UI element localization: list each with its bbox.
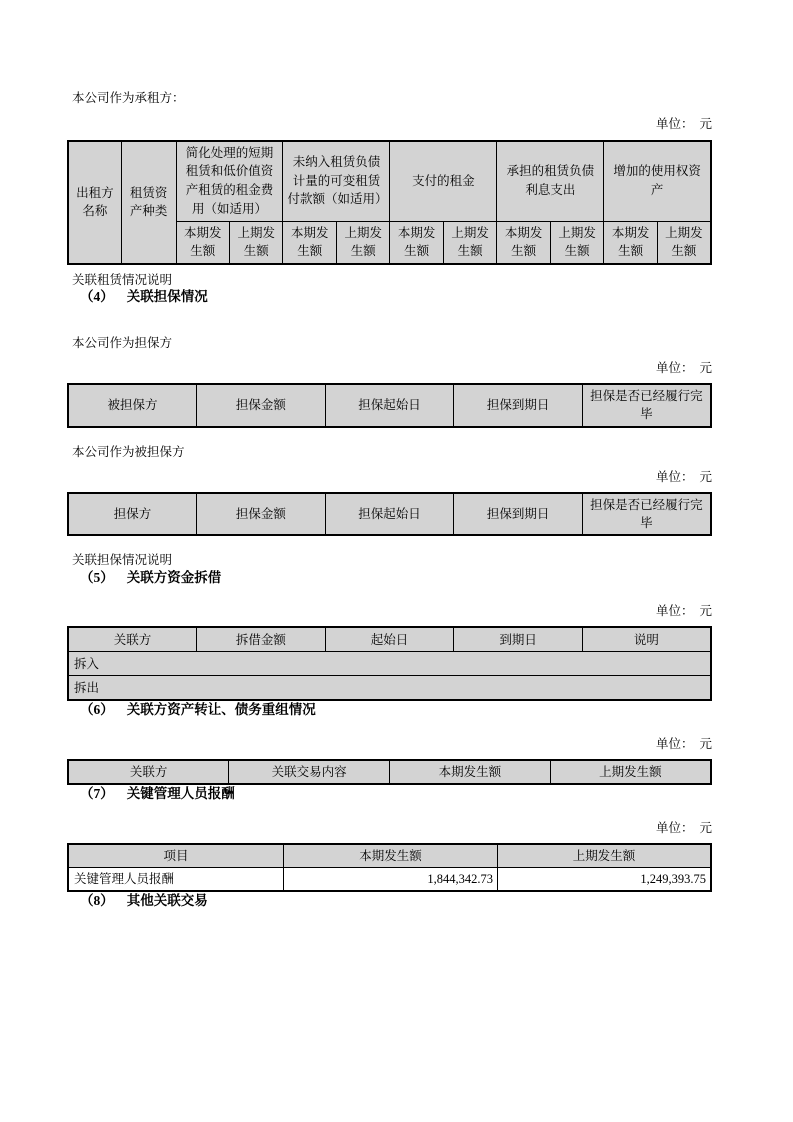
unit-value: 元 <box>699 469 712 484</box>
unit-prefix: 单位： <box>655 604 694 619</box>
lessee-lease-table <box>67 140 712 266</box>
section-number: （4） <box>80 289 114 305</box>
section-heading-guarantee <box>80 288 712 306</box>
guarantor-table <box>67 383 712 427</box>
cell-prior-value: 1,249,393.75 <box>498 868 712 892</box>
unit-value: 元 <box>699 736 712 751</box>
subcol-prior-5: 上期发生额 <box>657 221 711 264</box>
col-related-party: 关联方 <box>68 627 197 652</box>
transfer-table <box>67 759 712 785</box>
section-title: 其他关联交易 <box>126 893 208 909</box>
col-prior-amount: 上期发生额 <box>498 844 712 868</box>
compensation-table <box>67 843 712 892</box>
col-guarantee-amount: 担保金额 <box>197 384 326 426</box>
as-guarantor-text: 本公司作为担保方 <box>72 335 173 350</box>
unit-prefix: 单位： <box>655 469 694 484</box>
lease-note-text: 关联租赁情况说明 <box>72 273 173 287</box>
subcol-current-2: 本期发生额 <box>283 221 336 264</box>
col-guarantee-end: 担保到期日 <box>454 493 583 535</box>
subcol-current-4: 本期发生额 <box>497 221 550 264</box>
subcol-prior-2: 上期发生额 <box>336 221 389 264</box>
subcol-current-3: 本期发生额 <box>390 221 443 264</box>
section-heading-other <box>80 892 712 910</box>
section-title: 关联方资产转让、债务重组情况 <box>126 702 316 718</box>
table-row <box>68 652 711 676</box>
section-title: 关键管理人员报酬 <box>126 786 235 802</box>
col-group-rou-assets: 增加的使用权资产 <box>604 141 711 222</box>
section-heading-transfer <box>80 701 712 719</box>
section-number: （6） <box>80 702 114 718</box>
col-lessor-name: 出租方名称 <box>68 141 121 265</box>
as-guaranteed-text: 本公司作为被担保方 <box>72 444 185 459</box>
col-group-rent-paid: 支付的租金 <box>390 141 497 222</box>
subcol-prior-4: 上期发生额 <box>550 221 603 264</box>
col-guarantee-fulfilled: 担保是否已经履行完毕 <box>582 493 711 535</box>
guaranteed-table <box>67 492 712 536</box>
col-guarantee-start: 担保起始日 <box>325 384 454 426</box>
cell-item-name: 关键管理人员报酬 <box>68 868 283 892</box>
row-lent-out: 拆出 <box>68 676 711 701</box>
lending-table <box>67 626 712 701</box>
col-asset-type: 租赁资产种类 <box>121 141 176 265</box>
section-number: （8） <box>80 893 114 909</box>
row-borrowed-in: 拆入 <box>68 652 711 676</box>
col-guaranteed-party: 被担保方 <box>68 384 197 426</box>
col-guarantee-fulfilled: 担保是否已经履行完毕 <box>582 384 711 426</box>
unit-prefix: 单位： <box>655 117 694 132</box>
col-group-variable-payments: 未纳入租赁负债计量的可变租赁付款额（如适用） <box>283 141 390 222</box>
unit-line-guarantor <box>67 360 712 376</box>
col-related-party: 关联方 <box>68 760 229 784</box>
col-item: 项目 <box>68 844 283 868</box>
subcol-prior-1: 上期发生额 <box>229 221 282 264</box>
unit-prefix: 单位： <box>655 736 694 751</box>
table-row <box>68 676 711 701</box>
unit-prefix: 单位： <box>655 361 694 376</box>
section-heading-compensation <box>80 785 712 803</box>
section-heading-lending <box>80 569 712 587</box>
unit-prefix: 单位： <box>655 820 694 835</box>
subcol-current-1: 本期发生额 <box>176 221 229 264</box>
section-number: （5） <box>80 569 114 585</box>
col-explanation: 说明 <box>582 627 711 652</box>
col-current-amount: 本期发生额 <box>390 760 551 784</box>
col-transaction-content: 关联交易内容 <box>229 760 390 784</box>
table-row <box>68 868 711 892</box>
unit-value: 元 <box>699 361 712 376</box>
col-prior-amount: 上期发生额 <box>550 760 711 784</box>
col-lending-amount: 拆借金额 <box>197 627 326 652</box>
section-title: 关联方资金拆借 <box>126 569 222 585</box>
col-guarantee-start: 担保起始日 <box>325 493 454 535</box>
col-start-date: 起始日 <box>325 627 454 652</box>
col-end-date: 到期日 <box>454 627 583 652</box>
unit-value: 元 <box>699 820 712 835</box>
unit-line-lessee <box>67 116 712 132</box>
guarantee-note-text: 关联担保情况说明 <box>72 553 173 568</box>
unit-line-lending <box>67 603 712 619</box>
col-group-interest-expense: 承担的租赁负债利息支出 <box>497 141 604 222</box>
subcol-current-5: 本期发生额 <box>604 221 657 264</box>
subcol-prior-3: 上期发生额 <box>443 221 496 264</box>
col-guarantee-end: 担保到期日 <box>454 384 583 426</box>
unit-line-transfer <box>67 736 712 752</box>
col-guarantor-party: 担保方 <box>68 493 197 535</box>
section-number: （7） <box>80 786 114 802</box>
unit-line-compensation <box>67 820 712 836</box>
col-guarantee-amount: 担保金额 <box>197 493 326 535</box>
section-title: 关联担保情况 <box>126 289 208 305</box>
lessee-intro-text: 本公司作为承租方： <box>72 91 185 105</box>
unit-value: 元 <box>699 117 712 132</box>
col-current-amount: 本期发生额 <box>283 844 497 868</box>
unit-line-guaranteed <box>67 469 712 485</box>
unit-value: 元 <box>699 604 712 619</box>
cell-current-value: 1,844,342.73 <box>283 868 497 892</box>
col-group-simplified-rent: 简化处理的短期租赁和低价值资产租赁的租金费用（如适用） <box>176 141 283 222</box>
